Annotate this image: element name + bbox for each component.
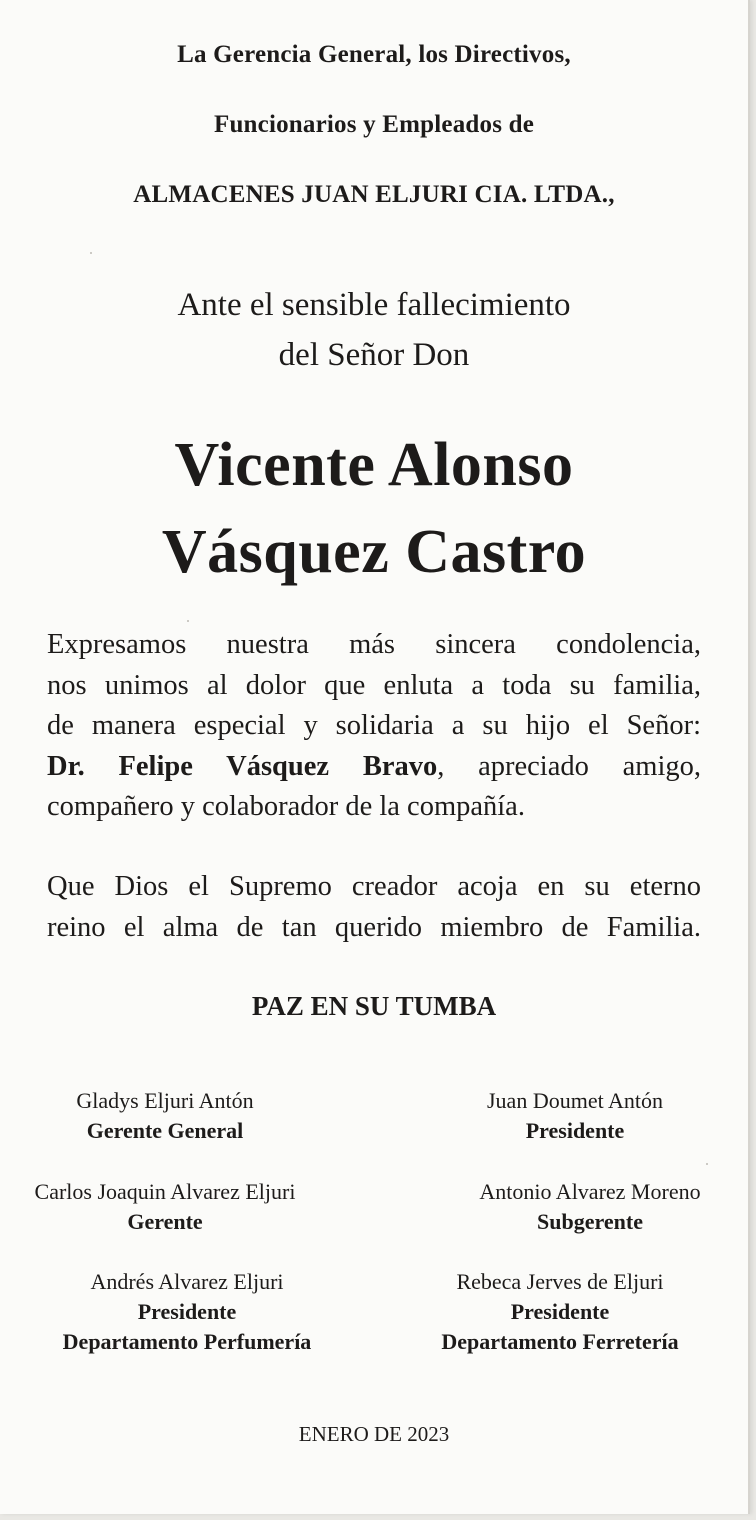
signatory-3 [5,1177,325,1237]
son-name: Dr. Felipe Vásquez Bravo [47,750,438,782]
signatory-name: Antonio Alvarez Moreno [479,1179,701,1204]
prayer-message [47,867,701,948]
message-line-5: compañero y colaborador de la compañía. [47,791,525,822]
signatory-name: Rebeca Jerves de Eljuri [456,1269,664,1294]
prayer-line-1: Que Dios el Supremo creador acoja en su eterno [47,871,701,902]
message-line-4 [47,747,701,788]
signatory-name: Gladys Eljuri Antón [76,1088,254,1113]
signatory-title: Subgerente [537,1209,643,1234]
signatory-name: Carlos Joaquin Alvarez Eljuri [34,1179,296,1204]
intro-line-1: Ante el sensible fallecimiento [177,287,571,323]
deceased-name-line-1: Vicente Alonso [174,431,574,499]
header-line-1: La Gerencia General, los Directivos, [177,41,571,68]
signatory-5 [27,1267,347,1357]
deceased-name-line-2: Vásquez Castro [161,518,587,586]
message-line-3: de manera especial y solidaria a su hijo el Señor: [47,710,701,741]
signatory-title: Presidente [510,1299,610,1324]
header-line-2: Funcionarios y Empleados de [213,111,535,138]
rest-in-peace-heading: PAZ EN SU TUMBA [251,991,497,1021]
signatory-title: Gerente General [86,1118,244,1143]
signatory-6 [400,1267,720,1357]
signatory-title: Gerente [127,1209,203,1234]
paper-speck [706,1163,708,1165]
signatory-department: Departamento Ferretería [441,1329,679,1354]
signatory-name: Juan Doumet Antón [487,1088,663,1113]
signatory-department: Departamento Perfumería [62,1329,312,1354]
prayer-line-2: reino el alma de tan querido miembro de Familia. [47,911,701,943]
signatory-4 [430,1177,750,1237]
condolence-message [47,625,701,828]
header-company-name: ALMACENES JUAN ELJURI CIA. LTDA., [133,181,615,208]
intro-line-2: del Señor Don [278,337,470,373]
message-line-4-rest: , apreciado amigo, [437,750,701,782]
message-line-2: nos unimos al dolor que enluta a toda su familia, [47,669,701,701]
message-line-1: Expresamos nuestra más sincera condolencia, [47,629,701,660]
notice-date: ENERO DE 2023 [298,1422,450,1446]
signatory-title: Presidente [525,1118,625,1143]
paper-speck [90,252,92,254]
signatory-1 [5,1086,325,1146]
signatory-2 [415,1086,735,1146]
signatory-title: Presidente [137,1299,237,1324]
signatory-name: Andrés Alvarez Eljuri [90,1269,284,1294]
paper-speck [187,620,189,622]
